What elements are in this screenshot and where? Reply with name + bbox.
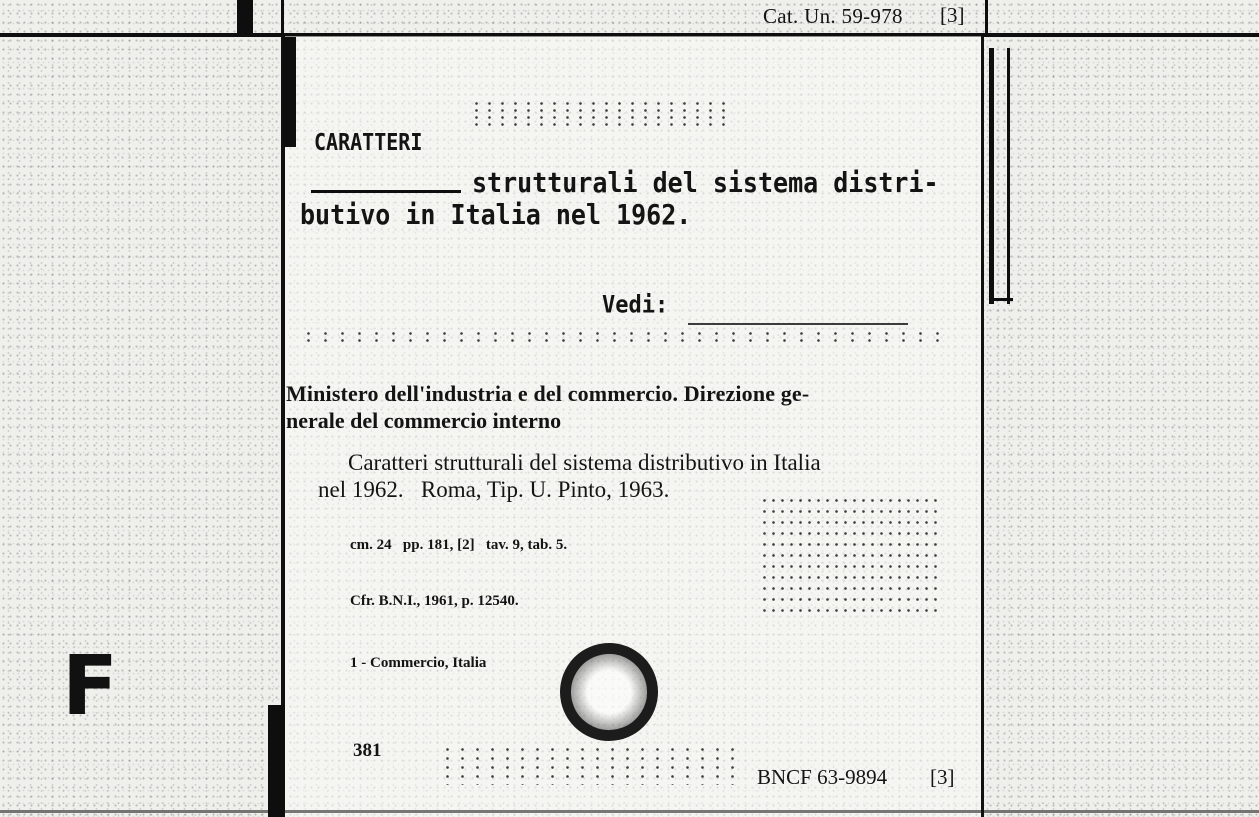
top-right-edge-line (985, 0, 988, 34)
subject-heading: 1 - Commercio, Italia (350, 655, 487, 671)
speckle-cluster-top (470, 100, 730, 130)
catalog-reference-mark: [3] (940, 3, 965, 27)
card-heading: CARATTERI (314, 128, 423, 156)
see-reference-rule (688, 323, 908, 325)
right-edge-tick (989, 298, 1013, 301)
card-number: 381 (353, 740, 382, 761)
heading-dash (311, 190, 461, 193)
card-left-thick-bar (283, 37, 296, 147)
top-left-edge-mark (237, 0, 253, 36)
author-line-1: Ministero dell'industria e del commercio. Direzione ge- (286, 381, 810, 406)
work-title-line-2: nel 1962. Roma, Tip. U. Pinto, 1963. (318, 477, 670, 502)
shelfmark-bracket: [3] (930, 765, 955, 789)
card-left-bottom-bar (268, 705, 285, 817)
speckle-cluster-right (760, 495, 940, 615)
title-line-1: strutturali del sistema distri- (472, 166, 939, 199)
top-left-edge-line (281, 0, 284, 34)
right-edge-bar (989, 48, 994, 304)
bibliographic-reference: Cfr. B.N.I., 1961, p. 12540. (350, 593, 519, 609)
title-line-2: butivo in Italia nel 1962. (300, 198, 692, 231)
margin-letter-stamp: F (62, 639, 119, 734)
right-edge-line (1007, 48, 1010, 304)
catalog-reference: Cat. Un. 59-978 (763, 4, 903, 28)
see-reference-label: Vedi: (602, 291, 669, 320)
bottom-edge-rule (0, 810, 1259, 813)
physical-description: cm. 24 pp. 181, [2] tav. 9, tab. 5. (350, 537, 568, 553)
author-line-2: nerale del commercio interno (286, 408, 562, 433)
shelfmark: BNCF 63-9894 (757, 765, 888, 789)
speckle-cluster-bottom (440, 745, 740, 785)
speckle-cluster-mid (300, 330, 940, 344)
work-title-line-1: Caratteri strutturali del sistema distributivo in Italia (348, 450, 821, 475)
